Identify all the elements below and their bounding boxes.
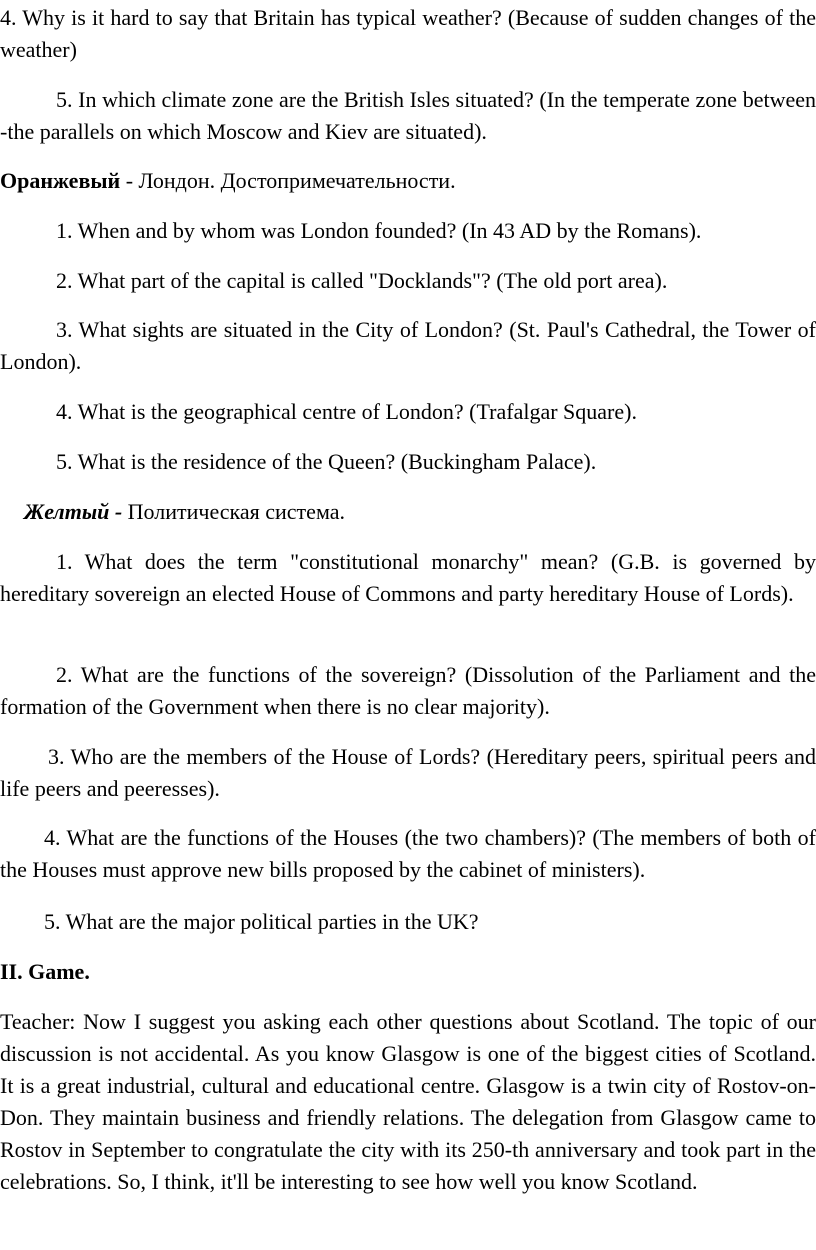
question-4-weather: 4. Why is it hard to say that Britain has typical weather? (Because of sudden changes of the weather) — [0, 5, 816, 62]
section-heading-game: II. Game. — [0, 959, 90, 984]
yellow-topic: Политическая система. — [122, 499, 345, 524]
orange-question-4: 4. What is the geographical centre of London? (Trafalgar Square). — [56, 399, 637, 424]
teacher-paragraph: Teacher: Now I suggest you asking each other questions about Scotland. The topic of our discussion is not accidental. As you know Glasgow is one of the biggest cities of Scotland. It is a great industrial, cultural and educational centre. Glasgow is a twin city of Rostov-on-Don. They maintain business and friendly relations. The delegation from Glasgow came to Rostov in September to congratulate the city with its 250-th anniversary and took part in the celebrations. So, I think, it'll be interesting to see how well you know Scotland. — [0, 1009, 816, 1194]
orange-section-heading — [0, 165, 816, 197]
orange-question-3: 3. What sights are situated in the City of London? (St. Paul's Cathedral, the Tower of London). — [0, 317, 816, 374]
yellow-label: Желтый - — [24, 499, 123, 524]
orange-question-1: 1. When and by whom was London founded? (In 43 AD by the Romans). — [56, 218, 702, 243]
orange-question-5: 5. What is the residence of the Queen? (Buckingham Palace). — [56, 449, 597, 474]
orange-question-2: 2. What part of the capital is called "Docklands"? (The old port area). — [56, 268, 668, 293]
yellow-question-4: 4. What are the functions of the Houses (the two chambers)? (The members of both of the Houses must approve new bills proposed by the cabinet of ministers). — [0, 825, 816, 882]
yellow-question-5: 5. What are the major political parties in the UK? — [44, 909, 479, 934]
yellow-section-heading — [0, 496, 816, 528]
question-5-climate: 5. In which climate zone are the British Isles situated? (In the temperate zone between -the parallels on which Moscow and Kiev are situated). — [0, 87, 816, 144]
orange-label: Оранжевый — [0, 168, 121, 193]
yellow-question-1: 1. What does the term "constitutional monarchy" mean? (G.B. is governed by hereditary sovereign an elected House of Commons and party hereditary House of Lords). — [0, 549, 816, 606]
yellow-question-3: 3. Who are the members of the House of Lords? (Hereditary peers, spiritual peers and life peers and peeresses). — [0, 744, 816, 801]
yellow-question-2: 2. What are the functions of the sovereign? (Dissolution of the Parliament and the formation of the Government when there is no clear majority). — [0, 662, 816, 719]
orange-topic: - Лондон. Достопримечательности. — [120, 168, 456, 193]
